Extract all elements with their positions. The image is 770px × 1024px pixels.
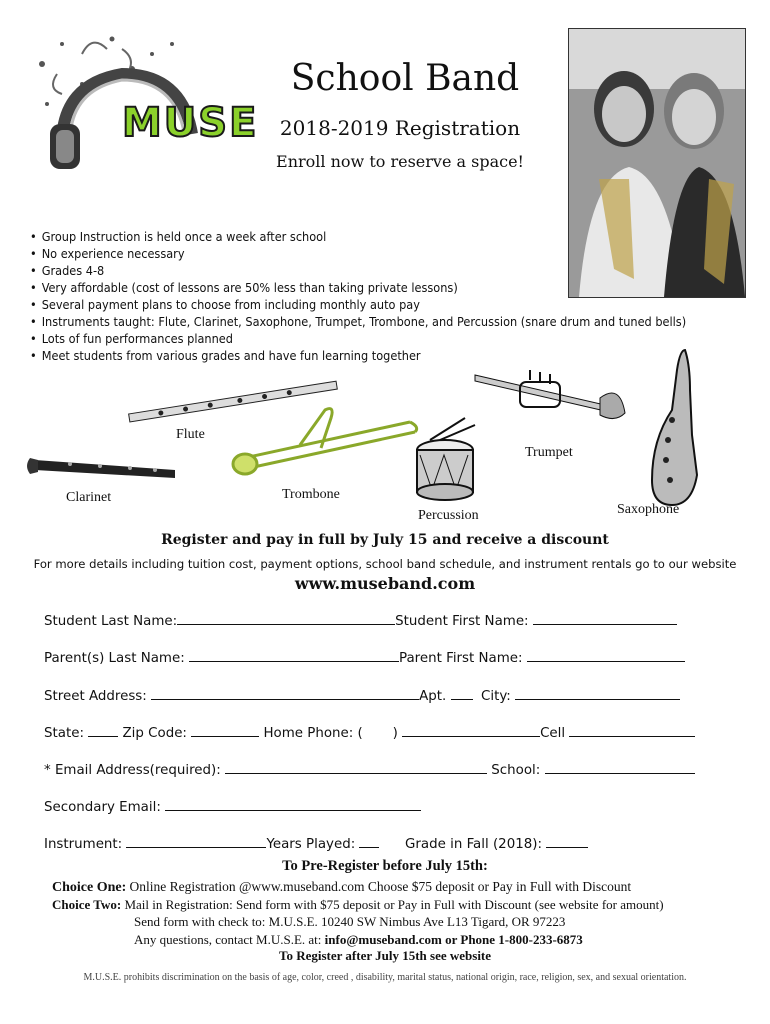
choice-two-text: Mail in Registration: Send form with $75 deposit or Pay in Full with Discount (see website for amount): [124, 897, 664, 912]
school-label: School:: [491, 763, 541, 778]
trombone-label: Trombone: [282, 487, 340, 502]
list-item: • Several payment plans to choose from including monthly auto pay: [30, 296, 686, 313]
instrument-field[interactable]: [126, 835, 266, 848]
choice-one-label: Choice One:: [52, 880, 127, 895]
home-phone-field[interactable]: [402, 724, 540, 737]
contact-info[interactable]: info@museband.com or Phone 1-800-233-6873: [324, 932, 583, 947]
instrument-label: Instrument:: [44, 837, 123, 852]
city-field[interactable]: [515, 687, 680, 700]
list-item: • Lots of fun performances planned: [30, 330, 686, 347]
years-played-field[interactable]: [359, 835, 379, 848]
city-label: City:: [481, 689, 511, 704]
trombone-icon: [233, 409, 417, 474]
list-item: • Group Instruction is held once a week after school: [30, 228, 686, 245]
clarinet-label: Clarinet: [66, 490, 112, 505]
website-link[interactable]: www.museband.com: [294, 574, 476, 593]
email-field[interactable]: [225, 761, 487, 774]
muse-logo: [22, 24, 272, 184]
choice-two-label: Choice Two:: [52, 897, 122, 912]
student-first-name-label: Student First Name:: [395, 614, 529, 629]
list-item: • Very affordable (cost of lessons are 50% less than taking private lessons): [30, 279, 686, 296]
enroll-text: Enroll now to reserve a space!: [276, 152, 524, 171]
trumpet-icon: [475, 370, 625, 419]
zip-code-label: Zip Code:: [122, 726, 187, 741]
register-after-note: To Register after July 15th see website: [278, 948, 492, 963]
contact-line: [134, 932, 583, 948]
street-address-label: Street Address:: [44, 689, 147, 704]
state-label: State:: [44, 726, 84, 741]
list-item: • Instruments taught: Flute, Clarinet, Saxophone, Trumpet, Trombone, and Percussion (snare drum and tuned bells): [30, 313, 686, 330]
flute-icon: [129, 381, 338, 422]
cell-label: Cell: [540, 726, 566, 741]
logo-text: MUSE: [122, 100, 259, 146]
form-row-parent: [44, 649, 685, 666]
form-row-instrument: [44, 835, 588, 852]
secondary-email-label: Secondary Email:: [44, 800, 161, 815]
student-last-name-field[interactable]: [177, 612, 395, 625]
parent-last-name-label: Parent(s) Last Name:: [44, 651, 185, 666]
parent-first-name-field[interactable]: [527, 649, 685, 662]
list-item: • Meet students from various grades and have fun learning together: [30, 347, 686, 364]
saxophone-icon: [652, 350, 697, 505]
list-item: • Grades 4-8: [30, 262, 686, 279]
contact-prefix: Any questions, contact M.U.S.E. at:: [134, 932, 325, 947]
trumpet-label: Trumpet: [525, 445, 573, 460]
parent-last-name-field[interactable]: [189, 649, 399, 662]
flute-label: Flute: [176, 427, 205, 442]
grade-label: Grade in Fall (2018):: [405, 837, 542, 852]
saxophone-label: Saxophone: [617, 502, 680, 517]
form-row-student: [44, 612, 677, 629]
state-field[interactable]: [88, 724, 118, 737]
cell-field[interactable]: [569, 724, 695, 737]
nondiscrimination-footer: M.U.S.E. prohibits discrimination on the basis of age, color, creed , disability, marital status, national origin, race, religion, sex, and sexual orientation.: [83, 972, 687, 983]
apt-field[interactable]: [451, 687, 473, 700]
registration-year: 2018-2019 Registration: [279, 116, 521, 140]
page-title: School Band: [290, 58, 520, 99]
home-phone-paren: ): [392, 726, 398, 741]
pre-register-heading: To Pre-Register before July 15th:: [282, 858, 488, 874]
form-row-secondary-email: [44, 798, 421, 815]
details-text: For more details including tuition cost, payment options, school band schedule, and instrument rentals go to our website: [33, 557, 737, 571]
snare-drum-icon: [417, 418, 475, 500]
grade-field[interactable]: [546, 835, 588, 848]
form-row-state-phone: [44, 724, 695, 741]
choice-one: [52, 879, 631, 896]
secondary-email-field[interactable]: [165, 798, 421, 811]
list-item: • No experience necessary: [30, 245, 686, 262]
form-row-address: [44, 687, 680, 704]
home-phone-label: Home Phone: (: [263, 726, 363, 741]
school-field[interactable]: [545, 761, 695, 774]
clarinet-icon: [27, 458, 175, 478]
choice-two-address: Send form with check to: M.U.S.E. 10240 SW Nimbus Ave L13 Tigard, OR 97223: [134, 914, 566, 929]
student-last-name-label: Student Last Name:: [44, 614, 178, 629]
choice-one-text: Online Registration @www.museband.com Choose $75 deposit or Pay in Full with Discount: [129, 879, 632, 894]
years-played-label: Years Played:: [266, 837, 356, 852]
email-label: * Email Address(required):: [44, 763, 221, 778]
apt-label: Apt.: [419, 689, 447, 704]
discount-notice: Register and pay in full by July 15 and receive a discount: [161, 532, 609, 548]
student-first-name-field[interactable]: [533, 612, 677, 625]
parent-first-name-label: Parent First Name:: [398, 651, 523, 666]
choice-two: [52, 897, 664, 913]
street-address-field[interactable]: [151, 687, 419, 700]
percussion-label: Percussion: [418, 508, 479, 523]
zip-code-field[interactable]: [191, 724, 259, 737]
form-row-email: [44, 761, 695, 778]
